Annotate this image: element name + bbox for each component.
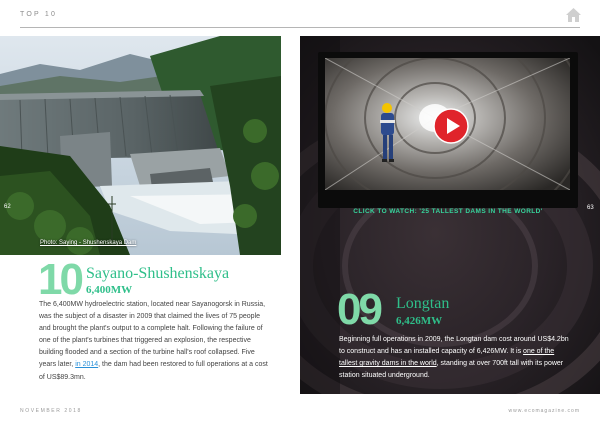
longtan-description (339, 334, 571, 382)
sayano-description (39, 299, 271, 384)
play-icon[interactable] (433, 108, 469, 144)
in-2014-link[interactable]: in 2014 (75, 361, 99, 369)
watch-label: CLICK TO WATCH: (353, 208, 418, 215)
home-icon[interactable] (565, 7, 582, 23)
page-number-right: 63 (587, 205, 594, 211)
longtan-text-2: , standing at over 700ft tall with its power station situated underground. (339, 360, 564, 380)
dam-name-longtan: Longtan (396, 295, 450, 312)
website-link[interactable]: www.ecomagazine.com (508, 408, 580, 414)
dam-photo (0, 36, 281, 255)
photo-credit-link[interactable]: Photo: Saying - Shushenskaya Dam (40, 240, 137, 246)
video-player[interactable] (318, 52, 578, 215)
rank-number-10: 10 (38, 255, 81, 304)
tallest-gravity-dams-link[interactable]: one of the tallest gravity dams in the world (339, 348, 555, 368)
dam-capacity-sayano: 6,400MW (86, 284, 133, 296)
watch-title: '25 TALLEST DAMS IN THE WORLD' (419, 208, 543, 215)
click-to-watch-link[interactable] (318, 208, 578, 215)
sayano-text-1: The 6,400MW hydroelectric station, located near Sayanogorsk in Russia, was the subject of a disaster in 2009 that claimed the lives of 75 people and brought the plant's output to a complete halt. Following the failure of one of the plant's turbines that triggered an explosion, the respective building flooded and a section of the turbine hall's roof collapsed. Five years later, (39, 301, 266, 369)
sayano-text-2: , the dam had been restored to full operations at a cost of US$89.3mn. (39, 361, 268, 381)
dam-name-sayano: Sayano-Shushenskaya (86, 265, 230, 282)
longtan-background (300, 36, 600, 394)
issue-date: NOVEMBER 2018 (20, 408, 82, 414)
header-divider (20, 27, 580, 28)
longtan-text-1: Beginning full operations in 2009, the Longtan dam cost around US$4.2bn to construct and has an installed capacity of 6,426MW. It is (339, 336, 569, 356)
rank-number-09: 09 (337, 285, 380, 334)
dam-capacity-longtan: 6,426MW (396, 315, 443, 327)
page-number-left: 62 (4, 204, 11, 210)
section-title: TOP 10 (20, 11, 58, 18)
video-thumbnail[interactable] (325, 58, 570, 190)
